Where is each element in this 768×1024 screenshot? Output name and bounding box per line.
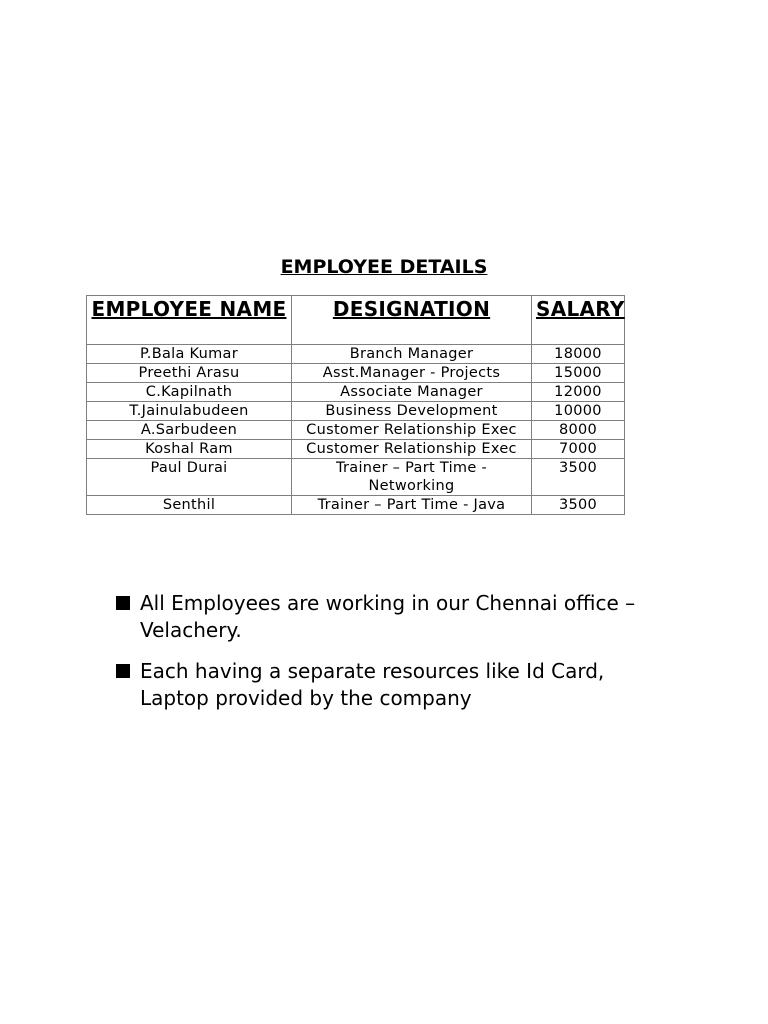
cell-salary: 8000	[532, 421, 625, 440]
cell-salary: 3500	[532, 496, 625, 515]
table-row	[87, 345, 625, 364]
cell-salary: 12000	[532, 383, 625, 402]
cell-designation: Trainer – Part Time - Java	[292, 496, 532, 515]
table-row	[87, 402, 625, 421]
table-row	[87, 440, 625, 459]
header-employee-name-text: EMPLOYEE NAME	[91, 297, 287, 321]
cell-designation: Branch Manager	[292, 345, 532, 364]
table-row	[87, 383, 625, 402]
cell-designation: Customer Relationship Exec	[292, 440, 532, 459]
cell-designation: Associate Manager	[292, 383, 532, 402]
list-item	[116, 590, 676, 644]
cell-designation: Trainer – Part Time - Networking	[292, 459, 532, 496]
cell-employee-name: Paul Durai	[87, 459, 292, 496]
employee-table	[86, 295, 625, 515]
cell-employee-name: Senthil	[87, 496, 292, 515]
bullet-text: All Employees are working in our Chennai office – Velachery.	[140, 591, 636, 642]
cell-salary: 18000	[532, 345, 625, 364]
header-designation	[292, 296, 532, 345]
table-row	[87, 459, 625, 496]
list-item	[116, 658, 676, 712]
cell-salary: 7000	[532, 440, 625, 459]
cell-salary: 3500	[532, 459, 625, 496]
table-row	[87, 364, 625, 383]
header-employee-name	[87, 296, 292, 345]
table-header-row	[87, 296, 625, 345]
cell-employee-name: Preethi Arasu	[87, 364, 292, 383]
square-bullet-icon	[116, 664, 130, 678]
bullet-text: Each having a separate resources like Id Card, Laptop provided by the company	[140, 659, 605, 710]
cell-designation: Business Development	[292, 402, 532, 421]
bullet-list	[116, 590, 676, 726]
cell-designation: Customer Relationship Exec	[292, 421, 532, 440]
cell-employee-name: Koshal Ram	[87, 440, 292, 459]
table-row	[87, 496, 625, 515]
cell-employee-name: P.Bala Kumar	[87, 345, 292, 364]
document-title-text: EMPLOYEE DETAILS	[280, 256, 488, 278]
header-designation-text: DESIGNATION	[332, 297, 491, 321]
cell-salary: 10000	[532, 402, 625, 421]
document-title	[0, 254, 768, 280]
cell-salary: 15000	[532, 364, 625, 383]
cell-employee-name: C.Kapilnath	[87, 383, 292, 402]
square-bullet-icon	[116, 596, 130, 610]
header-salary-text: SALARY	[536, 297, 625, 321]
cell-employee-name: T.Jainulabudeen	[87, 402, 292, 421]
cell-employee-name: A.Sarbudeen	[87, 421, 292, 440]
table-row	[87, 421, 625, 440]
cell-designation: Asst.Manager - Projects	[292, 364, 532, 383]
header-salary	[532, 296, 625, 345]
